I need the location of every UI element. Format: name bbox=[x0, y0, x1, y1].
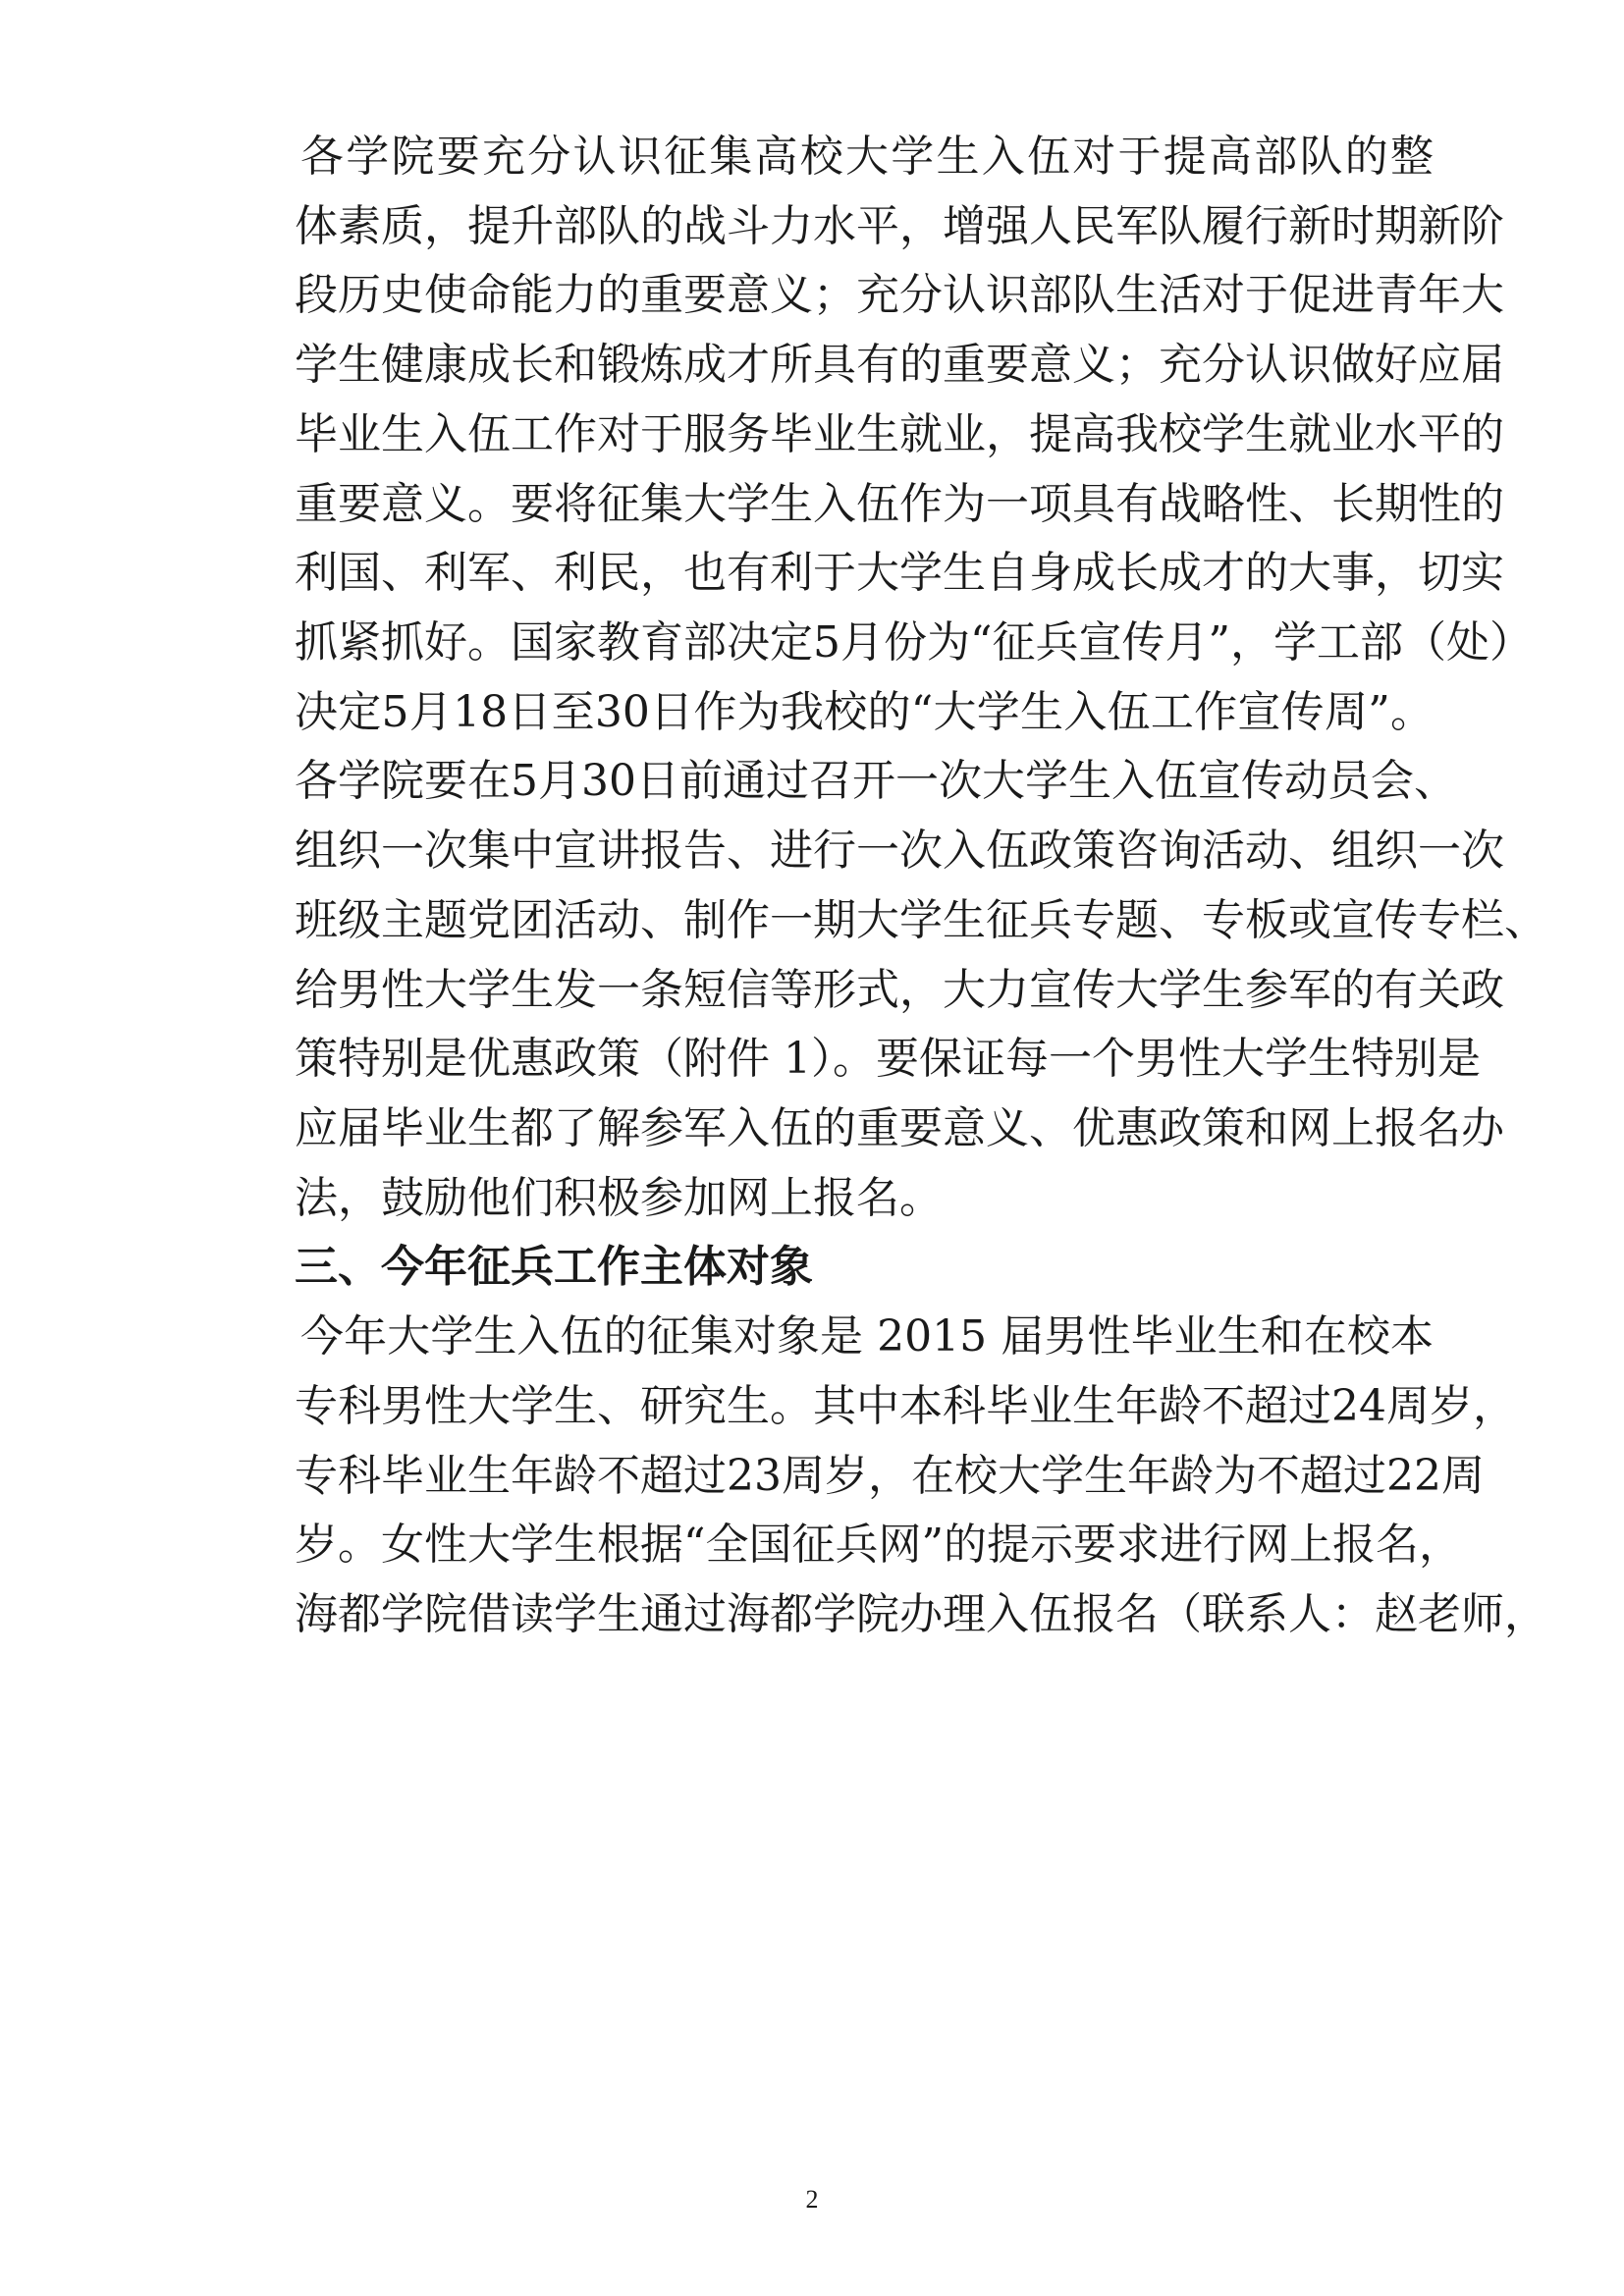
paragraph-line: 各学院要充分认识征集高校大学生入伍对于提高部队的整 bbox=[300, 132, 1434, 182]
paragraph-line: 段历史使命能力的重要意义；充分认识部队生活对于促进青年大 bbox=[295, 270, 1504, 320]
paragraph-line: 海都学院借读学生通过海都学院办理入伍报名（联系人：赵老师， bbox=[295, 1589, 1547, 1639]
paragraph-line: 利国、利军、利民，也有利于大学生自身成长成才的大事，切实 bbox=[295, 548, 1504, 598]
paragraph-line: 岁。女性大学生根据“全国征兵网”的提示要求进行网上报名， bbox=[295, 1520, 1462, 1570]
paragraph-line: 决定5月18日至30日作为我校的“大学生入伍工作宣传周”。 bbox=[295, 687, 1434, 737]
paragraph-line: 班级主题党团活动、制作一期大学生征兵专题、专板或宣传专栏、 bbox=[295, 895, 1547, 945]
paragraph-line: 毕业生入伍工作对于服务毕业生就业，提高我校学生就业水平的 bbox=[295, 409, 1504, 459]
paragraph-line: 抓紧抓好。国家教育部决定5月份为“征兵宣传月”，学工部（处） bbox=[295, 617, 1533, 667]
paragraph-line: 专科男性大学生、研究生。其中本科毕业生年龄不超过24周岁， bbox=[295, 1381, 1516, 1431]
paragraph-line: 专科毕业生年龄不超过23周岁，在校大学生年龄为不超过22周 bbox=[295, 1451, 1485, 1501]
paragraph-line: 策特别是优惠政策（附件 1）。要保证每一个男性大学生特别是 bbox=[295, 1034, 1481, 1084]
paragraph-line: 学生健康成长和锻炼成才所具有的重要意义；充分认识做好应届 bbox=[295, 340, 1504, 390]
section-heading: 三、今年征兵工作主体对象 bbox=[295, 1242, 813, 1292]
paragraph-line: 给男性大学生发一条短信等形式，大力宣传大学生参军的有关政 bbox=[295, 965, 1504, 1015]
paragraph-line: 体素质，提升部队的战斗力水平，增强人民军队履行新时期新阶 bbox=[295, 201, 1504, 251]
paragraph-line: 各学院要在5月30日前通过召开一次大学生入伍宣传动员会、 bbox=[295, 756, 1457, 806]
paragraph-line: 应届毕业生都了解参军入伍的重要意义、优惠政策和网上报名办 bbox=[295, 1103, 1504, 1153]
paragraph-line: 重要意义。要将征集大学生入伍作为一项具有战略性、长期性的 bbox=[295, 479, 1504, 529]
paragraph-line: 今年大学生入伍的征集对象是 2015 届男性毕业生和在校本 bbox=[300, 1311, 1434, 1362]
paragraph-line: 组织一次集中宣讲报告、进行一次入伍政策咨询活动、组织一次 bbox=[295, 826, 1504, 876]
paragraph-line: 法，鼓励他们积极参加网上报名。 bbox=[295, 1173, 943, 1223]
page-number: 2 bbox=[805, 2185, 819, 2214]
